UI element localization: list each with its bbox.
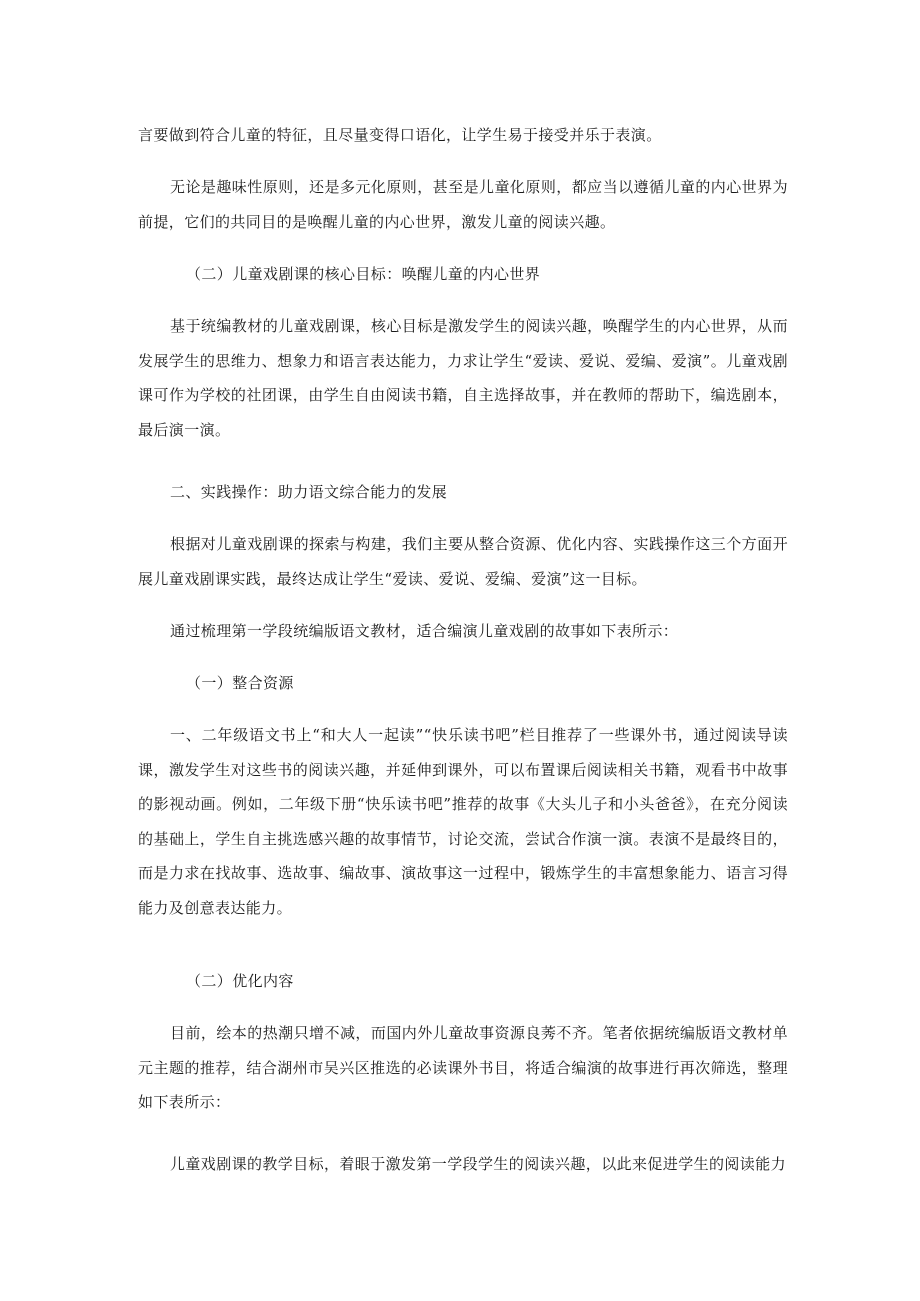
paragraph-integrate-resources: 一、二年级语文书上“和大人一起读”“快乐读书吧”栏目推荐了一些课外书，通过阅读导读课，激发学生对这些书的阅读兴趣，并延伸到课外，可以布置课后阅读相关书籍，观看书中故事的影视动画。例如，二年级下册“快乐读书吧”推荐的故事《大头儿子和小头爸爸》，在充分阅读的基础上，学生自主挑选感兴趣的故事情节，讨论交流，尝试合作演一演。表演不是最终目的，而是力求在找故事、选故事、编故事、演故事这一过程中，锻炼学生的丰富想象能力、语言习得能力及创意表达能力。 bbox=[138, 726, 788, 917]
section-heading-practice: 二、实践操作：助力语文综合能力的发展 bbox=[170, 483, 448, 501]
paragraph-continuation: 言要做到符合儿童的特征，且尽量变得口语化，让学生易于接受并乐于表演。 bbox=[138, 126, 662, 144]
paragraph-core-goal: 基于统编教材的儿童戏剧课，核心目标是激发学生的阅读兴趣，唤醒学生的内心世界，从而发展学生的思维力、想象力和语言表达能力，力求让学生“爱读、爱说、爱编、爱演”。儿童戏剧课可作为学校的社团课，由学生自由阅读书籍，自主选择故事，并在教师的帮助下，编选剧本，最后演一演。 bbox=[138, 317, 788, 439]
section-heading-integrate-resources: （一）整合资源 bbox=[186, 674, 294, 692]
section-heading-optimize-content: （二）优化内容 bbox=[186, 972, 294, 990]
paragraph-table-intro: 通过梳理第一学段统编版语文教材，适合编演儿童戏剧的故事如下表所示： bbox=[170, 622, 679, 640]
paragraph-practice-intro: 根据对儿童戏剧课的探索与构建，我们主要从整合资源、优化内容、实践操作这三个方面开展儿童戏剧课实践，最终达成让学生“爱读、爱说、爱编、爱演”这一目标。 bbox=[138, 535, 788, 588]
paragraph-teaching-goal: 儿童戏剧课的教学目标，着眼于激发第一学段学生的阅读兴趣，以此来促进学生的阅读能力 bbox=[170, 1155, 787, 1173]
section-heading-core-goal: （二）儿童戏剧课的核心目标：唤醒儿童的内心世界 bbox=[186, 265, 541, 283]
paragraph-principles: 无论是趣味性原则，还是多元化原则，甚至是儿童化原则，都应当以遵循儿童的内心世界为前提，它们的共同目的是唤醒儿童的内心世界，激发儿童的阅读兴趣。 bbox=[138, 178, 788, 231]
paragraph-optimize-content: 目前，绘本的热潮只增不减，而国内外儿童故事资源良莠不齐。笔者依据统编版语文教材单元主题的推荐，结合湖州市吴兴区推选的必读课外书目，将适合编演的故事进行再次筛选，整理如下表所示： bbox=[138, 1024, 788, 1111]
